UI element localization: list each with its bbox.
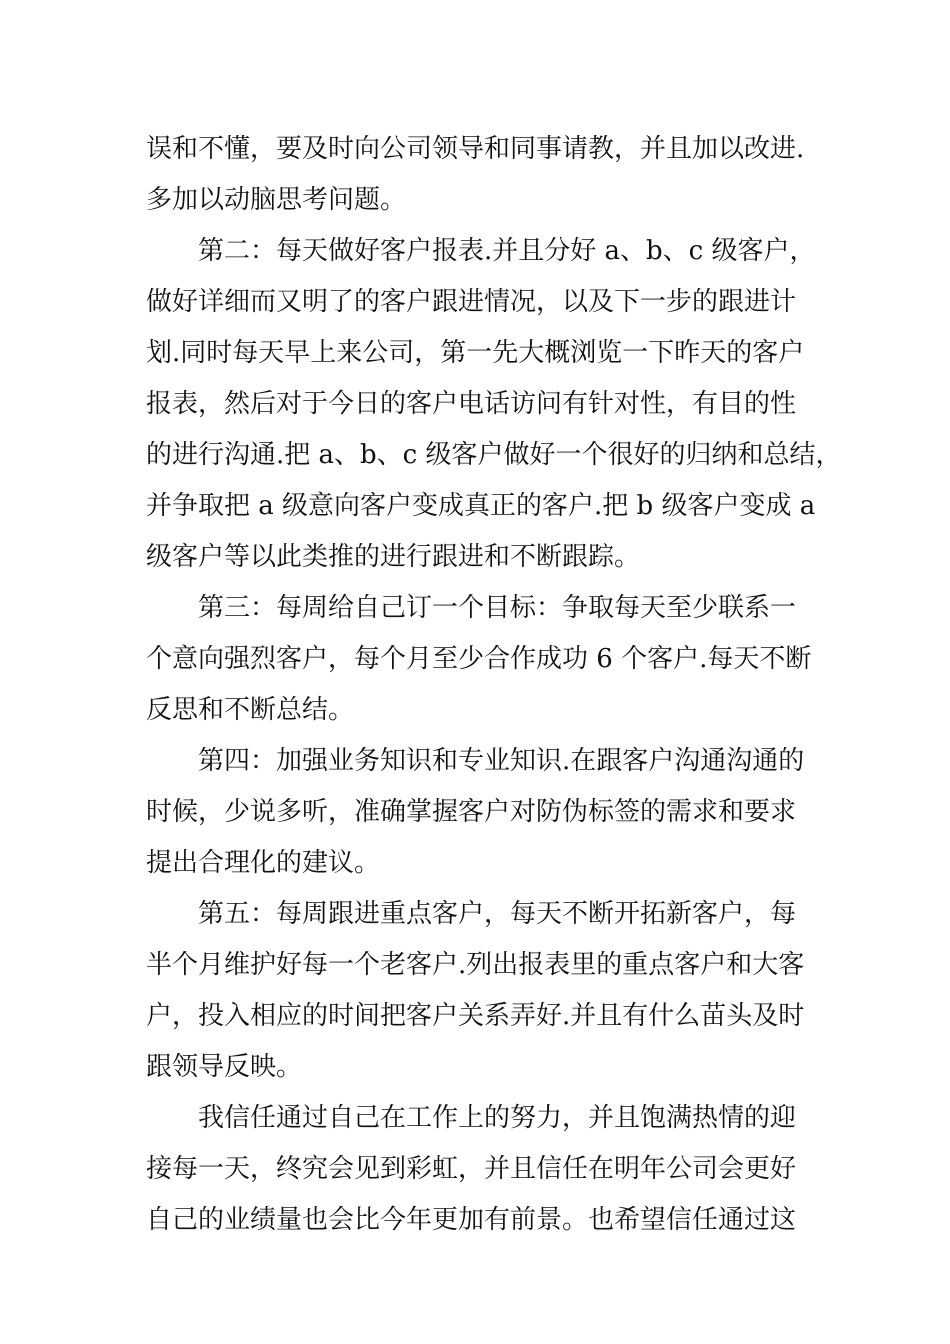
text-line: 半个月维护好每一个老客户.列出报表里的重点客户和大客	[146, 950, 805, 980]
text-line: 并争取把 a 级意向客户变成真正的客户.把 b 级客户变成 a	[146, 491, 816, 521]
paragraph-start-line: 第三：每周给自己订一个目标：争取每天至少联系一	[198, 593, 797, 623]
text-line: 多加以动脑思考问题。	[146, 185, 407, 215]
text-line: 报表，然后对于今日的客户电话访问有针对性，有目的性	[146, 389, 797, 419]
paragraph-start-line: 第五：每周跟进重点客户，每天不断开拓新客户，每	[198, 899, 797, 929]
text-line: 跟领导反映。	[146, 1052, 303, 1082]
text-line: 户，投入相应的时间把客户关系弄好.并且有什么苗头及时	[146, 1001, 805, 1031]
text-line: 自己的业绩量也会比今年更加有前景。也希望信任通过这	[146, 1205, 797, 1235]
paragraph-start-line: 第四：加强业务知识和专业知识.在跟客户沟通沟通的	[198, 746, 805, 776]
text-line: 误和不懂，要及时向公司领导和同事请教，并且加以改进.	[146, 134, 805, 164]
paragraph-start-line: 第二：每天做好客户报表.并且分好 a、b、c 级客户，	[198, 236, 816, 266]
text-line: 反思和不断总结。	[146, 695, 355, 725]
text-line: 时候，少说多听，准确掌握客户对防伪标签的需求和要求	[146, 797, 797, 827]
text-line: 个意向强烈客户，每个月至少合作成功 6 个客户.每天不断	[146, 644, 812, 674]
text-line: 划.同时每天早上来公司，第一先大概浏览一下昨天的客户	[146, 338, 805, 368]
text-line: 级客户等以此类推的进行跟进和不断跟踪。	[146, 542, 641, 572]
text-line: 做好详细而又明了的客户跟进情况，以及下一步的跟进计	[146, 287, 797, 317]
text-line: 提出合理化的建议。	[146, 848, 381, 878]
body-text	[146, 124, 842, 1246]
paragraph-start-line: 我信任通过自己在工作上的努力，并且饱满热情的迎	[198, 1103, 797, 1133]
text-line: 接每一天，终究会见到彩虹，并且信任在明年公司会更好	[146, 1154, 797, 1184]
text-line: 的进行沟通.把 a、b、c 级客户做好一个很好的归纳和总结，	[146, 440, 842, 470]
